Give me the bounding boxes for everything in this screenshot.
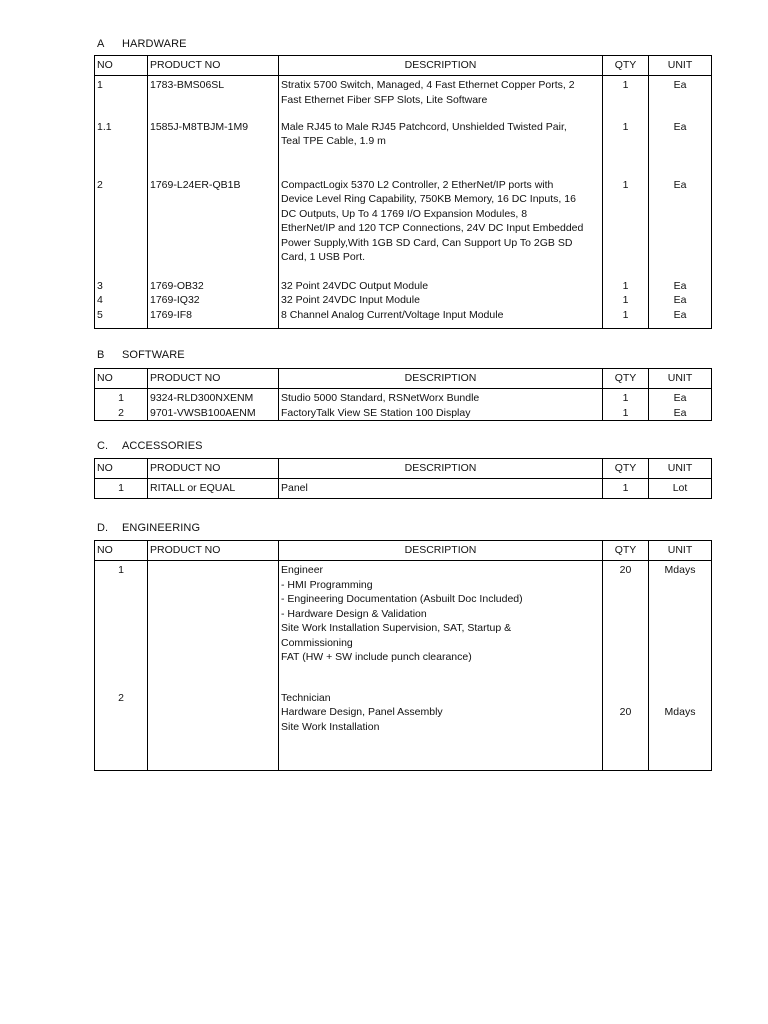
row-description <box>279 178 603 279</box>
accessories-table <box>94 458 712 499</box>
row-product: 1585J-M8TBJM-1M9 <box>148 120 279 178</box>
description-line: Device Level Ring Capability, 750KB Memory, 16 DC Inputs, 16 <box>281 193 576 205</box>
row-unit-value: Mdays <box>664 706 696 718</box>
description-line: Card, 1 USB Port. <box>281 251 366 263</box>
table-row <box>95 76 712 120</box>
row-qty: 20 <box>603 561 649 691</box>
row-no: 1 <box>95 389 148 406</box>
table-row <box>95 406 712 421</box>
header-description: DESCRIPTION <box>279 459 603 479</box>
header-qty: QTY <box>603 369 649 389</box>
row-unit: Ea <box>649 76 712 120</box>
header-unit: UNIT <box>649 459 712 479</box>
row-qty: 1 <box>603 308 649 329</box>
header-product: PRODUCT NO <box>148 541 279 561</box>
row-no: 2 <box>95 691 148 771</box>
description-line: Hardware Design, Panel Assembly <box>281 706 443 718</box>
header-unit: UNIT <box>649 369 712 389</box>
row-product: 1769-IF8 <box>148 308 279 329</box>
row-description: 32 Point 24VDC Input Module <box>279 293 603 308</box>
row-no: 1 <box>95 561 148 691</box>
row-product: 1783-BMS06SL <box>148 76 279 120</box>
section-name: SOFTWARE <box>122 349 185 361</box>
header-no: NO <box>95 369 148 389</box>
table-row <box>95 120 712 178</box>
header-description: DESCRIPTION <box>279 541 603 561</box>
row-unit: Ea <box>649 389 712 406</box>
row-no: 2 <box>95 406 148 421</box>
header-qty: QTY <box>603 541 649 561</box>
table-row <box>95 479 712 499</box>
row-product: 1769-OB32 <box>148 279 279 294</box>
table-row <box>95 308 712 329</box>
header-row <box>95 459 712 479</box>
description-line: Fast Ethernet Fiber SFP Slots, Lite Software <box>281 93 488 106</box>
table-row <box>95 279 712 294</box>
row-description <box>279 120 603 178</box>
row-qty <box>603 691 649 771</box>
table-row <box>95 389 712 406</box>
header-description: DESCRIPTION <box>279 56 603 76</box>
section-name: ACCESSORIES <box>122 440 203 452</box>
header-no: NO <box>95 541 148 561</box>
row-unit: Ea <box>649 406 712 421</box>
row-qty: 1 <box>603 389 649 406</box>
row-product: 1769-L24ER-QB1B <box>148 178 279 279</box>
description-line: Commissioning <box>281 636 353 649</box>
header-row <box>95 56 712 76</box>
section-name: ENGINEERING <box>122 522 201 534</box>
engineering-table <box>94 540 712 771</box>
row-product <box>148 691 279 771</box>
software-table <box>94 368 712 421</box>
section-letter: D. <box>97 522 109 534</box>
row-product <box>148 561 279 691</box>
row-qty-value: 20 <box>619 706 632 718</box>
header-unit: UNIT <box>649 541 712 561</box>
description-line: - HMI Programming <box>281 578 373 591</box>
table-row <box>95 293 712 308</box>
row-no: 1 <box>95 479 148 499</box>
row-product: 1769-IQ32 <box>148 293 279 308</box>
row-qty: 1 <box>603 479 649 499</box>
row-description: FactoryTalk View SE Station 100 Display <box>279 406 603 421</box>
row-no: 1.1 <box>95 120 148 178</box>
header-product: PRODUCT NO <box>148 369 279 389</box>
description-line: - Hardware Design & Validation <box>281 607 427 620</box>
description-line: Site Work Installation <box>281 720 380 733</box>
description-line: DC Outputs, Up To 4 1769 I/O Expansion Modules, 8 <box>281 207 528 220</box>
engineering-section-title <box>97 521 200 536</box>
header-description: DESCRIPTION <box>279 369 603 389</box>
header-row <box>95 369 712 389</box>
row-description <box>279 691 603 771</box>
row-product: 9324-RLD300NXENM <box>148 389 279 406</box>
description-line: FAT (HW + SW include punch clearance) <box>281 651 472 663</box>
section-letter: A <box>97 38 105 50</box>
row-unit: Ea <box>649 293 712 308</box>
description-line: Male RJ45 to Male RJ45 Patchcord, Unshielded Twisted Pair, <box>281 120 567 133</box>
row-no: 4 <box>95 293 148 308</box>
row-product: 9701-VWSB100AENM <box>148 406 279 421</box>
row-qty: 1 <box>603 406 649 421</box>
description-line: EtherNet/IP and 120 TCP Connections, 24V DC Input Embedded <box>281 222 584 234</box>
row-unit: Ea <box>649 279 712 294</box>
row-unit: Ea <box>649 178 712 279</box>
section-name: HARDWARE <box>122 38 187 50</box>
description-line: Site Work Installation Supervision, SAT, Startup & <box>281 622 512 634</box>
row-no: 5 <box>95 308 148 329</box>
description-line: Stratix 5700 Switch, Managed, 4 Fast Ethernet Copper Ports, 2 <box>281 79 575 91</box>
table-row <box>95 691 712 771</box>
row-description: 32 Point 24VDC Output Module <box>279 279 603 294</box>
row-product: RITALL or EQUAL <box>148 479 279 499</box>
header-row <box>95 541 712 561</box>
row-no: 2 <box>95 178 148 279</box>
row-description: Studio 5000 Standard, RSNetWorx Bundle <box>279 389 603 406</box>
hardware-section-title <box>97 37 187 52</box>
description-line: Technician <box>281 691 331 704</box>
table-row <box>95 178 712 279</box>
hardware-table <box>94 55 712 329</box>
row-unit <box>649 691 712 771</box>
accessories-section-title <box>97 439 203 454</box>
header-qty: QTY <box>603 459 649 479</box>
row-description <box>279 76 603 120</box>
row-unit: Ea <box>649 120 712 178</box>
row-unit: Lot <box>649 479 712 499</box>
header-product: PRODUCT NO <box>148 56 279 76</box>
row-qty: 1 <box>603 178 649 279</box>
row-no: 1 <box>95 76 148 120</box>
row-qty: 1 <box>603 120 649 178</box>
software-section-title <box>97 348 185 363</box>
header-product: PRODUCT NO <box>148 459 279 479</box>
description-line: Power Supply,With 1GB SD Card, Can Support Up To 2GB SD <box>281 236 573 249</box>
row-description: 8 Channel Analog Current/Voltage Input Module <box>279 308 603 329</box>
row-unit: Mdays <box>649 561 712 691</box>
description-line: - Engineering Documentation (Asbuilt Doc Included) <box>281 593 523 605</box>
header-no: NO <box>95 56 148 76</box>
header-unit: UNIT <box>649 56 712 76</box>
header-no: NO <box>95 459 148 479</box>
row-description: Panel <box>279 479 603 499</box>
description-line: Teal TPE Cable, 1.9 m <box>281 135 386 147</box>
header-qty: QTY <box>603 56 649 76</box>
row-no: 3 <box>95 279 148 294</box>
row-qty: 1 <box>603 279 649 294</box>
table-row <box>95 561 712 691</box>
description-line: CompactLogix 5370 L2 Controller, 2 EtherNet/IP ports with <box>281 178 554 191</box>
row-qty: 1 <box>603 76 649 120</box>
description-line: Engineer <box>281 564 324 576</box>
section-letter: C. <box>97 440 109 452</box>
row-qty: 1 <box>603 293 649 308</box>
row-description <box>279 561 603 691</box>
row-unit: Ea <box>649 308 712 329</box>
section-letter: B <box>97 349 105 361</box>
